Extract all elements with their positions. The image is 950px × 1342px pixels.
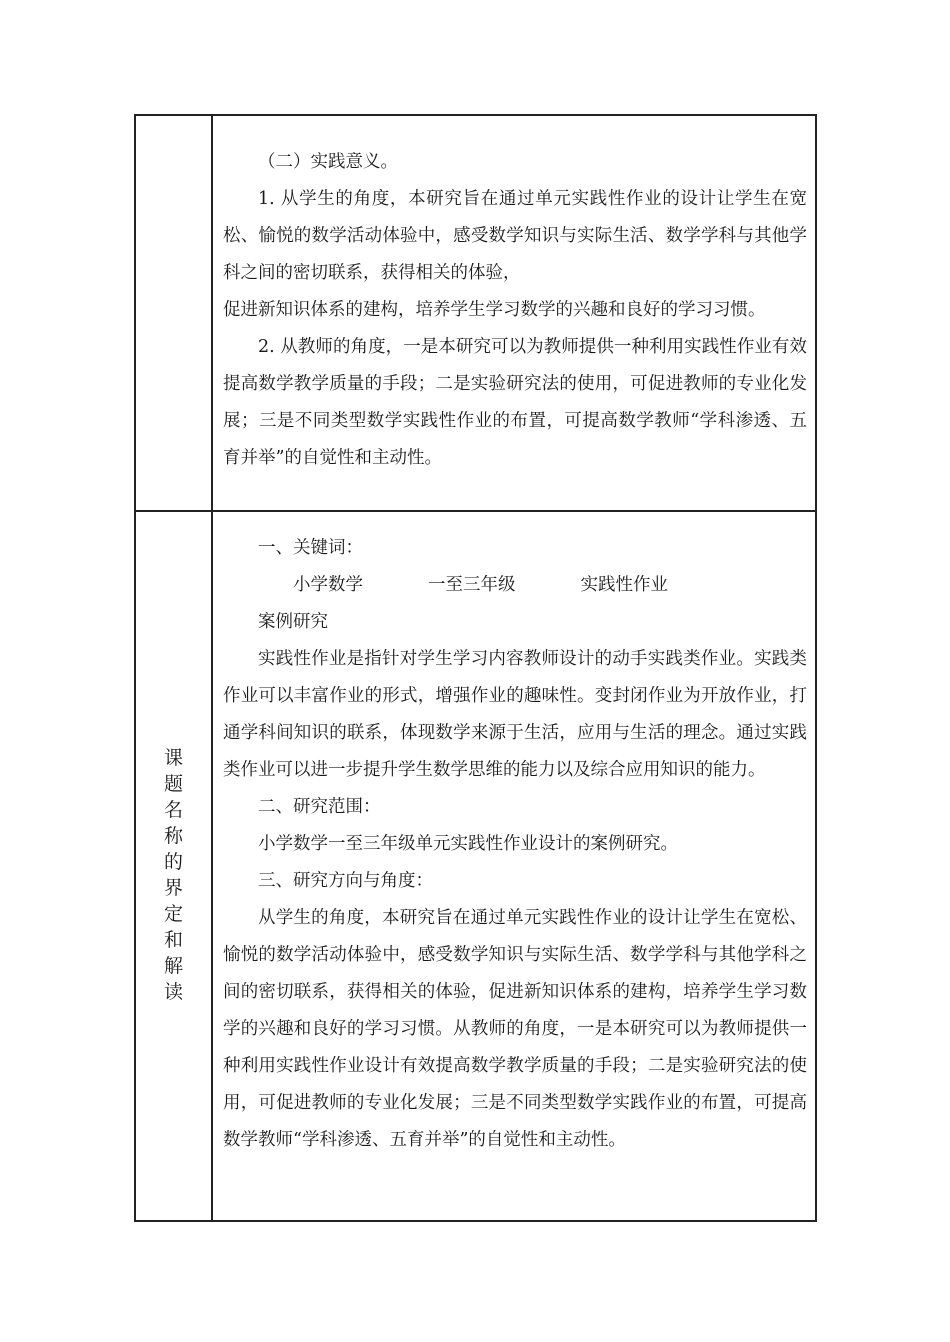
label-cell-definition	[135, 511, 212, 1221]
label-cell-empty	[135, 115, 212, 511]
practice-paragraph-2: 2. 从教师的角度，一是本研究可以为教师提供一种利用实践性作业有效提高数学教学质量的手段；二是实验研究法的使用，可促进教师的专业化发展；三是不同类型数学实践性作业的布置，可提高数学教师“学科渗透、五育并举”的自觉性和主动性。	[223, 337, 807, 468]
keyword-item: 案例研究	[258, 612, 328, 632]
practice-paragraph-1-continued: 促进新知识体系的建构，培养学生学习数学的兴趣和良好的学习习惯。	[223, 300, 766, 320]
direction-paragraph: 从学生的角度，本研究旨在通过单元实践性作业的设计让学生在宽松、愉悦的数学活动体验中，感受数学知识与实际生活、数学学科与其他学科之间的密切联系，获得相关的体验，促进新知识体系的建构，培养学生学习数学的兴趣和良好的学习习惯。从教师的角度，一是本研究可以为教师提供一种利用实践性作业设计有效提高数学教学质量的手段；二是实验研究法的使用，可促进教师的专业化发展；三是不同类型数学实践作业的布置，可提高数学教师“学科渗透、五育并举”的自觉性和主动性。	[223, 908, 807, 1150]
keywords-heading: 一、关键词：	[258, 538, 363, 558]
table-row-practice	[135, 115, 816, 511]
scope-heading: 二、研究范围：	[258, 797, 381, 817]
keyword-item: 小学数学	[293, 575, 363, 595]
table-row-definition	[135, 511, 816, 1221]
direction-heading: 三、研究方向与角度：	[258, 871, 433, 891]
keyword-item: 一至三年级	[428, 575, 516, 595]
practice-paragraph-1: 1. 从学生的角度，本研究旨在通过单元实践性作业的设计让学生在宽松、愉悦的数学活动体验中，感受数学知识与实际生活、数学学科与其他学科之间的密切联系，获得相关的体验，	[223, 189, 807, 283]
practice-heading: （二）实践意义。	[258, 152, 398, 172]
definition-paragraph-1: 实践性作业是指针对学生学习内容教师设计的动手实践类作业。实践类作业可以丰富作业的形式，增强作业的趣味性。变封闭作业为开放作业，打通学科间知识的联系，体现数学来源于生活，应用与生活的理念。通过实践类作业可以进一步提升学生数学思维的能力以及综合应用知识的能力。	[223, 649, 807, 780]
keywords-list	[223, 567, 807, 641]
keyword-item: 实践性作业	[580, 575, 668, 595]
definition-label: 课题名称的界定和解读	[163, 747, 183, 1003]
scope-paragraph: 小学数学一至三年级单元实践性作业设计的案例研究。	[258, 834, 678, 854]
document-table	[134, 114, 817, 1222]
content-cell-practice	[212, 115, 816, 511]
content-cell-definition	[212, 511, 816, 1221]
